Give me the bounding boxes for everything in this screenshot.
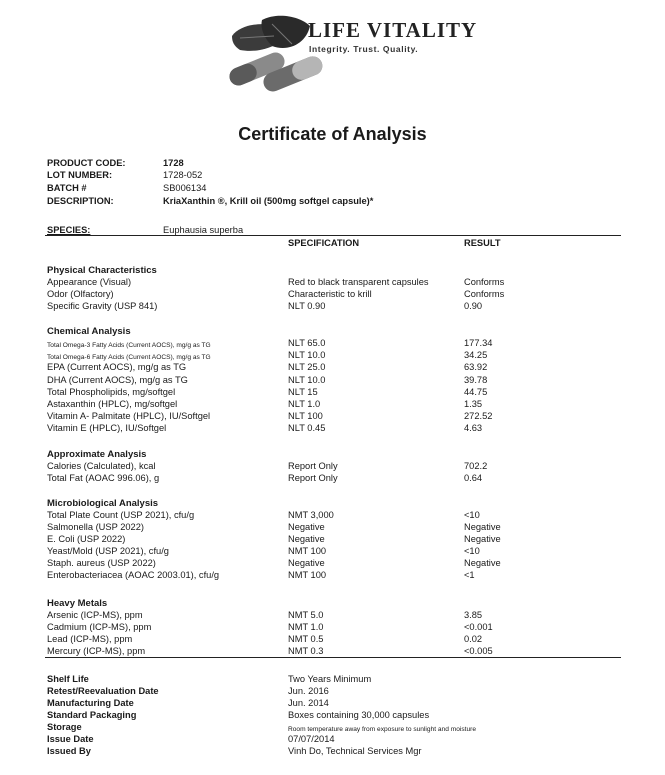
storage-label: Storage [47,722,82,732]
shelf-life-label: Shelf Life [47,674,89,684]
test-result: <10 [464,546,480,556]
test-name: Vitamin A- Palmitate (HPLC), IU/Softgel [47,411,211,421]
test-spec: NMT 1.0 [288,622,324,632]
brand-name: LIFE VITALITY [308,18,478,42]
test-result: 4.63 [464,423,483,433]
batch-value: SB006134 [163,183,207,193]
test-result: 39.78 [464,375,488,385]
test-spec: NLT 65.0 [288,338,326,348]
header-divider [45,235,621,236]
test-spec: NMT 5.0 [288,610,324,620]
test-name: Arsenic (ICP-MS), ppm [47,610,143,620]
section-title: Physical Characteristics [47,265,157,276]
test-spec: NMT 100 [288,546,327,556]
test-name: Staph. aureus (USP 2022) [47,558,156,568]
test-name: Calories (Calculated), kcal [47,461,156,471]
product-code-value: 1728 [163,158,184,168]
test-result: 0.90 [464,301,483,311]
test-result: 0.02 [464,634,483,644]
issue-date-value: 07/07/2014 [288,734,335,744]
test-result: 1.35 [464,399,483,409]
test-spec: NLT 1.0 [288,399,321,409]
manufacturing-date-value: Jun. 2014 [288,698,329,708]
test-result: 177.34 [464,338,493,348]
issued-by-value: Vinh Do, Technical Services Mgr [288,746,422,756]
specification-header: SPECIFICATION [288,238,360,248]
test-result: <0.001 [464,622,493,632]
storage-value: Room temperature away from exposure to sunlight and moisture [288,726,477,733]
footer-divider [45,657,621,658]
test-result: 702.2 [464,461,488,471]
test-name: Total Omega-6 Fatty Acids (Current AOCS), mg/g as TG [47,354,211,361]
section-title: Approximate Analysis [47,449,147,460]
test-name: Appearance (Visual) [47,277,132,287]
section-title: Chemical Analysis [47,326,131,337]
test-spec: NMT 0.3 [288,646,324,656]
test-spec: Report Only [288,473,338,483]
test-name: Lead (ICP-MS), ppm [47,634,133,644]
test-name: Specific Gravity (USP 841) [47,301,158,311]
manufacturing-date-label: Manufacturing Date [47,698,134,708]
test-spec: NMT 0.5 [288,634,324,644]
test-name: Enterobacteriacea (AOAC 2003.01), cfu/g [47,570,220,580]
test-result: Conforms [464,289,505,299]
test-result: Negative [464,558,501,568]
test-name: Total Phospholipids, mg/softgel [47,387,176,397]
page-title: Certificate of Analysis [238,124,427,144]
species-label: SPECIES: [47,225,91,235]
issued-by-label: Issued By [47,746,91,756]
test-result: 34.25 [464,350,488,360]
description-label: DESCRIPTION: [47,196,114,206]
test-spec: Negative [288,522,325,532]
test-spec: NMT 100 [288,570,327,580]
test-result: 0.64 [464,473,483,483]
retest-date-value: Jun. 2016 [288,686,329,696]
packaging-label: Standard Packaging [47,710,137,720]
test-spec: Negative [288,534,325,544]
test-name: DHA (Current AOCS), mg/g as TG [47,375,188,385]
test-name: Cadmium (ICP-MS), ppm [47,622,152,632]
test-spec: NLT 0.90 [288,301,326,311]
test-spec: Report Only [288,461,338,471]
test-name: Vitamin E (HPLC), IU/Softgel [47,423,167,433]
test-spec: Characteristic to krill [288,289,372,299]
test-name: Odor (Olfactory) [47,289,114,299]
issue-date-label: Issue Date [47,734,94,744]
test-spec: Red to black transparent capsules [288,277,429,287]
test-result: Negative [464,522,501,532]
test-name: EPA (Current AOCS), mg/g as TG [47,362,187,372]
retest-date-label: Retest/Reevaluation Date [47,686,159,696]
test-spec: NLT 0.45 [288,423,326,433]
test-name: Total Plate Count (USP 2021), cfu/g [47,510,195,520]
section-title: Heavy Metals [47,598,108,609]
shelf-life-value: Two Years Minimum [288,674,372,684]
result-header: RESULT [464,238,501,248]
test-name: Astaxanthin (HPLC), mg/softgel [47,399,178,409]
brand-tagline: Integrity. Trust. Quality. [309,44,419,54]
section-title: Microbiological Analysis [47,498,159,509]
species-value: Euphausia superba [163,225,244,235]
test-result: 44.75 [464,387,488,397]
test-spec: NLT 15 [288,387,318,397]
test-spec: NLT 25.0 [288,362,326,372]
test-name: Mercury (ICP-MS), ppm [47,646,146,656]
test-result: <0.005 [464,646,493,656]
batch-label: BATCH # [47,183,87,193]
description-value: KriaXanthin ®, Krill oil (500mg softgel capsule)* [163,196,374,206]
test-spec: Negative [288,558,325,568]
test-spec: NLT 10.0 [288,375,326,385]
test-result: <1 [464,570,475,580]
lot-number-label: LOT NUMBER: [47,170,113,180]
test-result: 63.92 [464,362,488,372]
test-result: Conforms [464,277,505,287]
test-spec: NLT 100 [288,411,323,421]
packaging-value: Boxes containing 30,000 capsules [288,710,430,720]
lot-number-value: 1728-052 [163,170,203,180]
product-code-label: PRODUCT CODE: [47,158,126,168]
test-result: 3.85 [464,610,483,620]
test-result: <10 [464,510,480,520]
test-name: Total Fat (AOAC 996.06), g [47,473,160,483]
test-spec: NLT 10.0 [288,350,326,360]
test-name: Yeast/Mold (USP 2021), cfu/g [47,546,169,556]
test-name: Salmonella (USP 2022) [47,522,144,532]
test-name: Total Omega-3 Fatty Acids (Current AOCS), mg/g as TG [47,342,211,349]
test-result: 272.52 [464,411,493,421]
test-spec: NMT 3,000 [288,510,334,520]
test-name: E. Coli (USP 2022) [47,534,126,544]
test-result: Negative [464,534,501,544]
